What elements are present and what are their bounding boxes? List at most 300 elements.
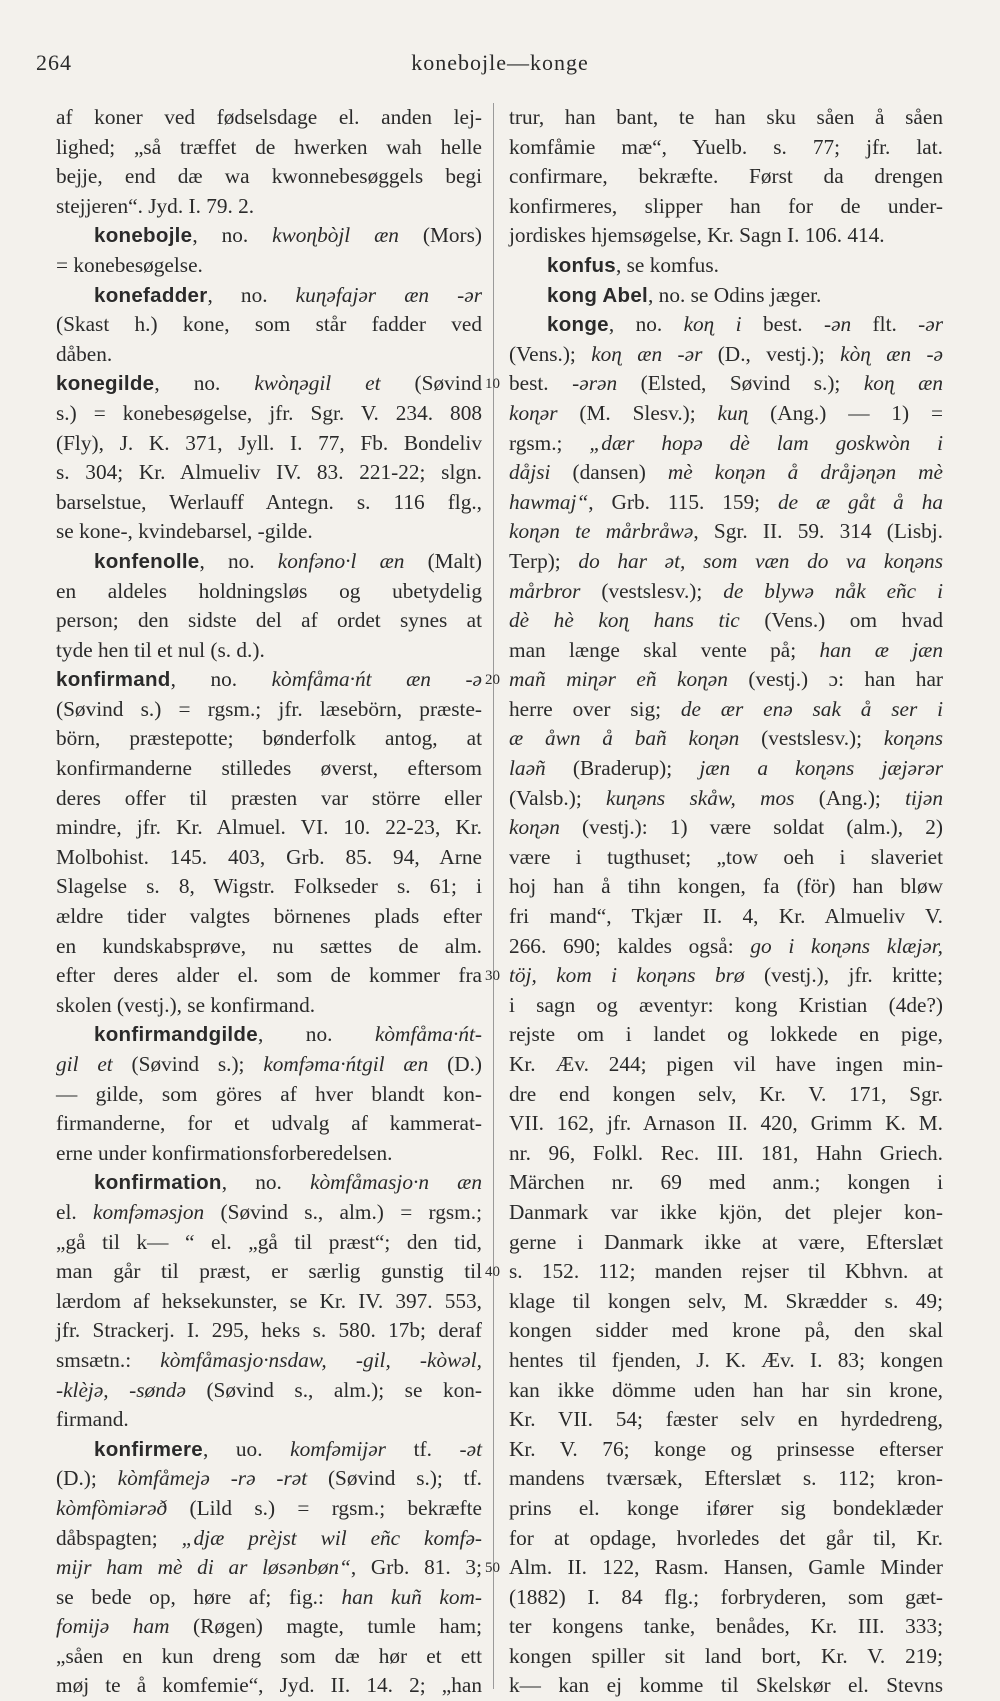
text-run: firmand. bbox=[56, 1407, 129, 1432]
dialect-form: -klèjə, -søndə bbox=[56, 1377, 186, 1402]
text-run: jordiskes hjemsøgelse, Kr. Sagn I. 106. 414. bbox=[509, 223, 885, 248]
text-line bbox=[56, 192, 482, 222]
text-run: tyde hen til et nul (s. d.). bbox=[56, 637, 265, 662]
text-run: (dansen) bbox=[550, 460, 668, 485]
text-line bbox=[509, 665, 943, 695]
text-line bbox=[509, 1494, 943, 1524]
text-line bbox=[56, 399, 482, 429]
text-run: se bede op, høre af; fig.: bbox=[56, 1584, 342, 1609]
text-line bbox=[509, 1405, 943, 1435]
text-run: , uo. bbox=[202, 1436, 291, 1461]
text-line bbox=[56, 1435, 482, 1465]
text-run: , no. bbox=[154, 371, 255, 396]
dialect-form: koɳ æn bbox=[863, 371, 943, 396]
text-line bbox=[56, 695, 482, 725]
headword: konefadder bbox=[94, 283, 208, 307]
text-run: (Valsb.); bbox=[509, 785, 607, 810]
text-run: hoj han å tihn kongen, fa (för) han bløw bbox=[509, 874, 943, 899]
text-run: prins el. konge ifører sig bondeklæder bbox=[509, 1495, 943, 1520]
dialect-form: kòmfåma·ńt- bbox=[374, 1022, 482, 1047]
text-line bbox=[509, 784, 943, 814]
headword: konfirmation bbox=[94, 1171, 222, 1195]
text-run: deres offer til præsten var större eller bbox=[56, 785, 482, 810]
text-line bbox=[56, 547, 482, 577]
dialect-form: -ən bbox=[823, 312, 852, 337]
text-run: Kr. V. 76; konge og prinsesse efterser bbox=[509, 1436, 943, 1461]
text-line bbox=[509, 1050, 943, 1080]
text-line bbox=[509, 902, 943, 932]
text-run: (Skast h.) kone, som står fadder ved bbox=[56, 312, 482, 337]
dialect-form: æ åwn å bañ koɳən bbox=[509, 726, 740, 751]
text-run: lærdom af heksekunster, se Kr. IV. 397. 553, bbox=[56, 1288, 482, 1313]
text-run: (vestslesv.); bbox=[739, 726, 884, 751]
text-run: (Ang.) — 1) = bbox=[748, 400, 943, 425]
text-run: fri mand“, Tkjær II. 4, Kr. Almueliv V. bbox=[509, 904, 943, 929]
text-line bbox=[509, 1139, 943, 1169]
text-run: Kr. VII. 54; fæster selv en hyrdedreng, bbox=[509, 1407, 943, 1432]
text-line bbox=[56, 1376, 482, 1406]
right-column bbox=[509, 103, 943, 1701]
text-line bbox=[56, 1228, 482, 1258]
dialect-form: koɳ i bbox=[683, 312, 742, 337]
text-run: „gå til k— “ el. „gå til præst“; den tid, bbox=[56, 1229, 482, 1254]
dialect-form: kòɳ æn -ə bbox=[840, 341, 943, 366]
text-line bbox=[509, 1020, 943, 1050]
dialect-form: kwoɳbòjl æn bbox=[272, 223, 399, 248]
text-run: (M. Slesv.); bbox=[557, 400, 718, 425]
text-run: s. 304; Kr. Almueliv IV. 83. 221-22; slgn. bbox=[56, 460, 482, 485]
text-line bbox=[56, 103, 482, 133]
text-run: se kone-, kvindebarsel, -gilde. bbox=[56, 519, 313, 544]
text-line bbox=[509, 221, 943, 251]
dialect-form: mañ miɳər eñ koɳən bbox=[509, 667, 728, 692]
text-run: efter deres alder el. som de kommer fra bbox=[56, 963, 482, 988]
text-run: Märchen nr. 69 med anm.; kongen i bbox=[509, 1170, 943, 1195]
text-line bbox=[509, 1671, 943, 1701]
dialect-form: dè hè koɳ hans tic bbox=[509, 608, 740, 633]
text-line bbox=[509, 488, 943, 518]
text-run: lighed; „så træffet de hwerken wah helle bbox=[56, 134, 482, 159]
dialect-form: töj, kom i koɳəns brø bbox=[509, 963, 745, 988]
text-run: best. bbox=[509, 371, 573, 396]
text-line bbox=[509, 1376, 943, 1406]
text-run: være i tugthuset; „tow oeh i slaveriet bbox=[509, 844, 943, 869]
text-run: tf. bbox=[385, 1436, 460, 1461]
text-run: (Søvind bbox=[380, 371, 482, 396]
text-line bbox=[56, 1050, 482, 1080]
text-line bbox=[509, 399, 943, 429]
text-run: el. bbox=[56, 1199, 94, 1224]
dialect-form: komfəmijər bbox=[290, 1436, 386, 1461]
running-head: konebojle—konge bbox=[411, 50, 589, 75]
text-run: k— kan ej komme til Skelskør el. Stevns bbox=[509, 1673, 943, 1698]
text-run: en kundskabsprøve, nu sættes de alm. bbox=[56, 933, 482, 958]
text-line bbox=[56, 221, 482, 251]
line-number: 50 bbox=[485, 1560, 500, 1577]
text-line bbox=[56, 517, 482, 547]
text-run: smsætn.: bbox=[56, 1347, 161, 1372]
dialect-form: kòmfåma·ńt æn -ə bbox=[271, 667, 483, 692]
dialect-form: kòmfòmiərəð bbox=[56, 1495, 168, 1520]
text-run: (Søvind s., alm.) = rgsm.; bbox=[204, 1199, 482, 1224]
text-run: ældre tider valgtes börnenes plads efter bbox=[56, 904, 482, 929]
text-run: (vestj.): 1) være soldat (alm.), 2) bbox=[559, 815, 943, 840]
text-line bbox=[509, 1080, 943, 1110]
dialect-form: mårbror bbox=[509, 578, 581, 603]
text-run: flt. bbox=[851, 312, 919, 337]
dialect-form: komfəməsjon bbox=[93, 1199, 205, 1224]
text-line bbox=[56, 991, 482, 1021]
text-line bbox=[509, 547, 943, 577]
text-line bbox=[56, 429, 482, 459]
dialect-form: „djæ prèjst wil eñc komfə- bbox=[181, 1525, 483, 1550]
text-line bbox=[56, 1612, 482, 1642]
dialect-form: kwòɳəgil et bbox=[254, 371, 381, 396]
text-run: , no. bbox=[170, 667, 272, 692]
headword: kong Abel bbox=[547, 283, 649, 307]
text-run: kongen spiller sit land bort, Kr. V. 219; bbox=[509, 1643, 943, 1668]
text-line bbox=[509, 1583, 943, 1613]
text-line bbox=[56, 1316, 482, 1346]
dialect-form: kuɳəfajər æn -ər bbox=[295, 282, 483, 307]
dialect-form: laəñ bbox=[509, 756, 546, 781]
text-run: stejjeren“. Jyd. I. 79. 2. bbox=[56, 193, 255, 218]
text-line bbox=[56, 1109, 482, 1139]
text-line bbox=[509, 1553, 943, 1583]
dialect-form: de ær enə sak å ser i bbox=[680, 696, 943, 721]
text-run: af koner ved fødselsdage el. anden lej- bbox=[56, 105, 482, 129]
text-run: (Vens.) om hvad bbox=[739, 608, 943, 633]
headword: konebojle bbox=[94, 224, 193, 248]
text-line bbox=[509, 961, 943, 991]
text-line bbox=[509, 281, 943, 311]
text-run: bejje, end dæ wa kwonnebesøggels begi bbox=[56, 164, 482, 189]
text-run: (Søvind s.); bbox=[112, 1052, 264, 1076]
column-rule bbox=[493, 103, 494, 1689]
text-line bbox=[56, 251, 482, 281]
text-run: Danmark var ikke kjön, det plejer kon- bbox=[509, 1199, 943, 1224]
text-line bbox=[56, 872, 482, 902]
dialect-form: -ət bbox=[459, 1436, 483, 1461]
text-run: dåbspagten; bbox=[56, 1525, 182, 1550]
text-run: VII. 162, jfr. Arnason II. 420, Grimm K. M. bbox=[509, 1111, 943, 1136]
text-line bbox=[56, 1257, 482, 1287]
text-line bbox=[509, 1287, 943, 1317]
text-line bbox=[56, 340, 482, 370]
text-run: (Røgen) magte, tumle ham; bbox=[169, 1614, 482, 1639]
text-run: skolen (vestj.), se konfirmand. bbox=[56, 992, 316, 1017]
text-line bbox=[509, 636, 943, 666]
text-line bbox=[56, 932, 482, 962]
text-line bbox=[509, 340, 943, 370]
text-run: s.) = konebesøgelse, jfr. Sgr. V. 234. 808 bbox=[56, 400, 482, 425]
dialect-form: kòmfåmasjo·nsdaw, -gil, -kòwəl, bbox=[160, 1347, 482, 1372]
text-run: dåben. bbox=[56, 341, 113, 366]
text-line bbox=[509, 1198, 943, 1228]
text-run: Molbohist. 145. 403, Grb. 85. 94, Arne bbox=[56, 844, 482, 869]
text-run: konfirmeres, slipper han for de under- bbox=[509, 193, 943, 218]
text-line bbox=[56, 1020, 482, 1050]
line-number: 30 bbox=[485, 968, 500, 985]
text-run: barselstue, Werlauff Antegn. s. 116 flg., bbox=[56, 489, 482, 514]
line-number: 40 bbox=[485, 1264, 500, 1281]
dialect-form: koɳən bbox=[509, 815, 560, 840]
headword: konfirmere bbox=[94, 1437, 203, 1461]
text-line bbox=[56, 1524, 482, 1554]
dialect-form: kuɳ bbox=[717, 400, 749, 425]
text-run: konfirmanderne stilledes øverst, eftersom bbox=[56, 756, 482, 781]
text-line bbox=[509, 103, 943, 133]
text-run: en aldeles holdningsløs og ubetydelig bbox=[56, 578, 482, 603]
text-line bbox=[509, 1316, 943, 1346]
text-line bbox=[56, 1494, 482, 1524]
dialect-form: mijr ham mè di ar løsənbøn“ bbox=[56, 1555, 351, 1580]
dialect-form: mè koɳən å dråjəɳən mè bbox=[667, 460, 943, 485]
text-line bbox=[56, 458, 482, 488]
text-line bbox=[509, 1435, 943, 1465]
text-run: mandens tværsæk, Efterslæt s. 112; kron- bbox=[509, 1466, 943, 1491]
text-run: (1882) I. 84 flg.; forbryderen, som gæt- bbox=[509, 1584, 943, 1609]
text-line bbox=[56, 281, 482, 311]
text-line bbox=[509, 458, 943, 488]
text-line bbox=[509, 1464, 943, 1494]
text-run: nr. 96, Folkl. Rec. III. 181, Hahn Griech. bbox=[509, 1140, 943, 1165]
text-line bbox=[56, 636, 482, 666]
headword: konge bbox=[547, 313, 609, 337]
text-line bbox=[56, 1139, 482, 1169]
text-line bbox=[56, 488, 482, 518]
text-run: (Søvind s.) = rgsm.; jfr. læsebörn, præste- bbox=[56, 696, 482, 721]
text-line bbox=[509, 310, 943, 340]
dialect-form: jæn a koɳəns jæjərər bbox=[699, 756, 943, 781]
text-line bbox=[56, 1168, 482, 1198]
text-line bbox=[509, 192, 943, 222]
text-run: 266. 690; kaldes også: bbox=[509, 933, 751, 958]
text-run: Alm. II. 122, Rasm. Hansen, Gamle Minder bbox=[509, 1555, 943, 1580]
dialect-form: han æ jæn bbox=[819, 637, 943, 662]
text-run: (vestslesv.); bbox=[580, 578, 724, 603]
text-line bbox=[509, 1612, 943, 1642]
text-line bbox=[56, 902, 482, 932]
text-run: herre over sig; bbox=[509, 696, 681, 721]
text-run: i sagn og æventyr: kong Kristian (4de?) bbox=[509, 992, 943, 1017]
headword: konegilde bbox=[56, 372, 155, 396]
text-line bbox=[56, 665, 482, 695]
dialect-form: de blywə nåk eñc i bbox=[723, 578, 943, 603]
text-run: , Grb. 81. 3; bbox=[350, 1555, 482, 1580]
dialect-form: kuɳəns skåw, mos bbox=[606, 785, 795, 810]
line-number: 10 bbox=[485, 376, 500, 393]
headword: konfus bbox=[547, 253, 616, 277]
text-line bbox=[56, 133, 482, 163]
text-run: (D., vestj.); bbox=[702, 341, 841, 366]
text-run: klage til kongen selv, M. Skrædder s. 49; bbox=[509, 1288, 943, 1313]
text-run: , no. se Odins jæger. bbox=[648, 282, 822, 307]
dialect-form: -ərən bbox=[572, 371, 618, 396]
text-line bbox=[56, 606, 482, 636]
text-run: , Grb. 115. 159; bbox=[588, 489, 778, 514]
dialect-form: go i koɳəns klæjər, bbox=[750, 933, 943, 958]
text-line bbox=[509, 369, 943, 399]
text-run: , no. bbox=[207, 282, 296, 307]
text-run: rejste om i landet og lokkede en pige, bbox=[509, 1022, 943, 1047]
text-line bbox=[56, 162, 482, 192]
text-run: (Fly), J. K. 371, Jyll. I. 77, Fb. Bondeliv bbox=[56, 430, 482, 455]
text-line bbox=[509, 606, 943, 636]
text-run: mindre, jfr. Kr. Almuel. VI. 10. 22-23, Kr. bbox=[56, 815, 482, 840]
text-run: (vestj.) ɔ: han har bbox=[727, 667, 943, 692]
text-run: = konebesøgelse. bbox=[56, 252, 203, 277]
text-run: (Mors) bbox=[398, 223, 483, 248]
text-run: , no. bbox=[608, 312, 684, 337]
dialect-form: koɳər bbox=[509, 400, 558, 425]
dialect-form: komfəma·ńtgil æn bbox=[263, 1052, 429, 1076]
text-line bbox=[509, 162, 943, 192]
text-line bbox=[56, 1346, 482, 1376]
text-run: (Ang.); bbox=[794, 785, 906, 810]
dialect-form: koɳən te mårbråwə bbox=[509, 519, 694, 544]
left-column bbox=[56, 103, 482, 1701]
text-line bbox=[509, 813, 943, 843]
text-run: s. 152. 112; manden rejser til Kbhvn. at bbox=[509, 1259, 943, 1284]
page-number: 264 bbox=[36, 50, 72, 75]
dialect-form: koɳ æn -ər bbox=[591, 341, 703, 366]
text-run: man længe skal vente på; bbox=[509, 637, 820, 662]
text-run: komfåmie mæ“, Yuelb. s. 77; jfr. lat. bbox=[509, 134, 943, 159]
text-line bbox=[56, 1287, 482, 1317]
text-line bbox=[509, 1257, 943, 1287]
dialect-form: hawmaj“ bbox=[509, 489, 589, 514]
dialect-form: dåjsi bbox=[509, 460, 551, 485]
text-run: (Søvind s.); tf. bbox=[307, 1466, 482, 1491]
dialect-form: „dær hopə dè lam goskwòn i bbox=[589, 430, 943, 455]
text-run: , no. bbox=[257, 1022, 375, 1047]
dialect-form: fomijə ham bbox=[56, 1614, 170, 1639]
text-run: (Malt) bbox=[404, 548, 482, 573]
dialect-form: koɳəns bbox=[883, 726, 943, 751]
text-line bbox=[509, 251, 943, 281]
text-run: „såen en kun dreng som dæ hør et ett bbox=[56, 1643, 482, 1668]
text-line bbox=[56, 813, 482, 843]
text-line bbox=[509, 517, 943, 547]
dialect-form: kòmfåmejə -rə -rət bbox=[117, 1466, 308, 1491]
text-run: hentes til fjenden, J. K. Æv. I. 83; kongen bbox=[509, 1347, 943, 1372]
text-line bbox=[509, 1109, 943, 1139]
dialect-form: han kuñ kom- bbox=[341, 1584, 482, 1609]
text-run: firmanderne, for et udvalg af kammerat- bbox=[56, 1111, 482, 1136]
dialect-form: gil et bbox=[56, 1052, 113, 1076]
text-run: (Lild s.) = rgsm.; bekræfte bbox=[167, 1495, 482, 1520]
text-run: møj te å komfemie“, Jyd. II. 14. 2; „han bbox=[56, 1673, 482, 1698]
text-run: (Vens.); bbox=[509, 341, 592, 366]
text-run: , se komfus. bbox=[616, 252, 719, 277]
text-line bbox=[56, 1198, 482, 1228]
dialect-form: de æ gåt å ha bbox=[777, 489, 943, 514]
text-line bbox=[56, 754, 482, 784]
text-line bbox=[509, 1168, 943, 1198]
text-run: (Elsted, Søvind s.); bbox=[617, 371, 864, 396]
text-run: , Sgr. II. 59. 314 (Lisbj. bbox=[693, 519, 943, 544]
text-run: gerne i Danmark ikke at være, Efterslæt bbox=[509, 1229, 943, 1254]
dialect-form: tijən bbox=[905, 785, 943, 810]
text-run: confirmare, bekræfte. Først da drengen bbox=[509, 164, 943, 189]
text-line bbox=[56, 961, 482, 991]
text-line bbox=[509, 754, 943, 784]
text-run: trur, han bant, te han sku såen å såen bbox=[509, 105, 943, 129]
text-run: best. bbox=[741, 312, 824, 337]
text-line bbox=[56, 1080, 482, 1110]
text-run: (vestj.), jfr. kritte; bbox=[744, 963, 944, 988]
dialect-form: konfəno·l æn bbox=[277, 548, 405, 573]
text-run: , no. bbox=[221, 1170, 311, 1195]
text-line bbox=[509, 429, 943, 459]
text-run: man går til præst, er særlig gunstig til bbox=[56, 1259, 482, 1284]
text-run: rgsm.; bbox=[509, 430, 590, 455]
text-line bbox=[56, 310, 482, 340]
text-line bbox=[56, 1583, 482, 1613]
text-line bbox=[56, 1405, 482, 1435]
text-run: kongen sidder med krone på, den skal bbox=[509, 1318, 943, 1343]
line-number: 20 bbox=[485, 672, 500, 689]
text-line bbox=[56, 784, 482, 814]
text-run: ter kongens tanke, benådes, Kr. III. 333; bbox=[509, 1614, 943, 1639]
text-run: (Braderup); bbox=[545, 756, 700, 781]
text-line bbox=[56, 1464, 482, 1494]
text-line bbox=[509, 991, 943, 1021]
text-line bbox=[509, 577, 943, 607]
text-line bbox=[56, 1553, 482, 1583]
text-line bbox=[509, 1228, 943, 1258]
text-run: Terp); bbox=[509, 548, 579, 573]
text-run: kan ikke dömme uden han har sin krone, bbox=[509, 1377, 943, 1402]
headword: konfirmandgilde bbox=[94, 1023, 258, 1047]
dialect-form: do har ət, som væn do va koɳəns bbox=[578, 548, 943, 573]
text-run: , no. bbox=[192, 223, 273, 248]
text-line bbox=[56, 1671, 482, 1701]
text-line bbox=[56, 369, 482, 399]
dialect-form: -ər bbox=[918, 312, 944, 337]
text-line bbox=[509, 1524, 943, 1554]
text-line bbox=[56, 724, 482, 754]
text-run: , no. bbox=[199, 548, 278, 573]
text-run: dre end kongen selv, Kr. V. 171, Sgr. bbox=[509, 1081, 943, 1106]
text-run: (Søvind s., alm.); se kon- bbox=[185, 1377, 482, 1402]
text-line bbox=[509, 1642, 943, 1672]
text-run: börn, præstepotte; bønderfolk antog, at bbox=[56, 726, 482, 751]
headword: konfenolle bbox=[94, 549, 200, 573]
text-run: person; den sidste del af ordet synes at bbox=[56, 608, 482, 633]
text-run: (D.); bbox=[56, 1466, 118, 1491]
text-run: erne under konfirmationsforberedelsen. bbox=[56, 1140, 393, 1165]
text-line bbox=[509, 843, 943, 873]
text-run: Slagelse s. 8, Wigstr. Folkseder s. 61; i bbox=[56, 874, 482, 899]
text-run: jfr. Strackerj. I. 295, heks s. 580. 17b; deraf bbox=[56, 1318, 482, 1343]
text-line bbox=[56, 577, 482, 607]
text-line bbox=[509, 724, 943, 754]
text-line bbox=[56, 1642, 482, 1672]
text-run: (D.) bbox=[428, 1052, 482, 1076]
text-line bbox=[509, 872, 943, 902]
text-line bbox=[509, 695, 943, 725]
text-line bbox=[56, 843, 482, 873]
text-run: — gilde, som göres af hver blandt kon- bbox=[56, 1081, 482, 1106]
dialect-form: kòmfåmasjo·n æn bbox=[310, 1170, 482, 1195]
headword: konfirmand bbox=[56, 668, 171, 692]
text-run: for at opdage, hvorledes det går til, Kr. bbox=[509, 1525, 943, 1550]
text-line bbox=[509, 133, 943, 163]
text-line bbox=[509, 1346, 943, 1376]
text-line bbox=[509, 932, 943, 962]
